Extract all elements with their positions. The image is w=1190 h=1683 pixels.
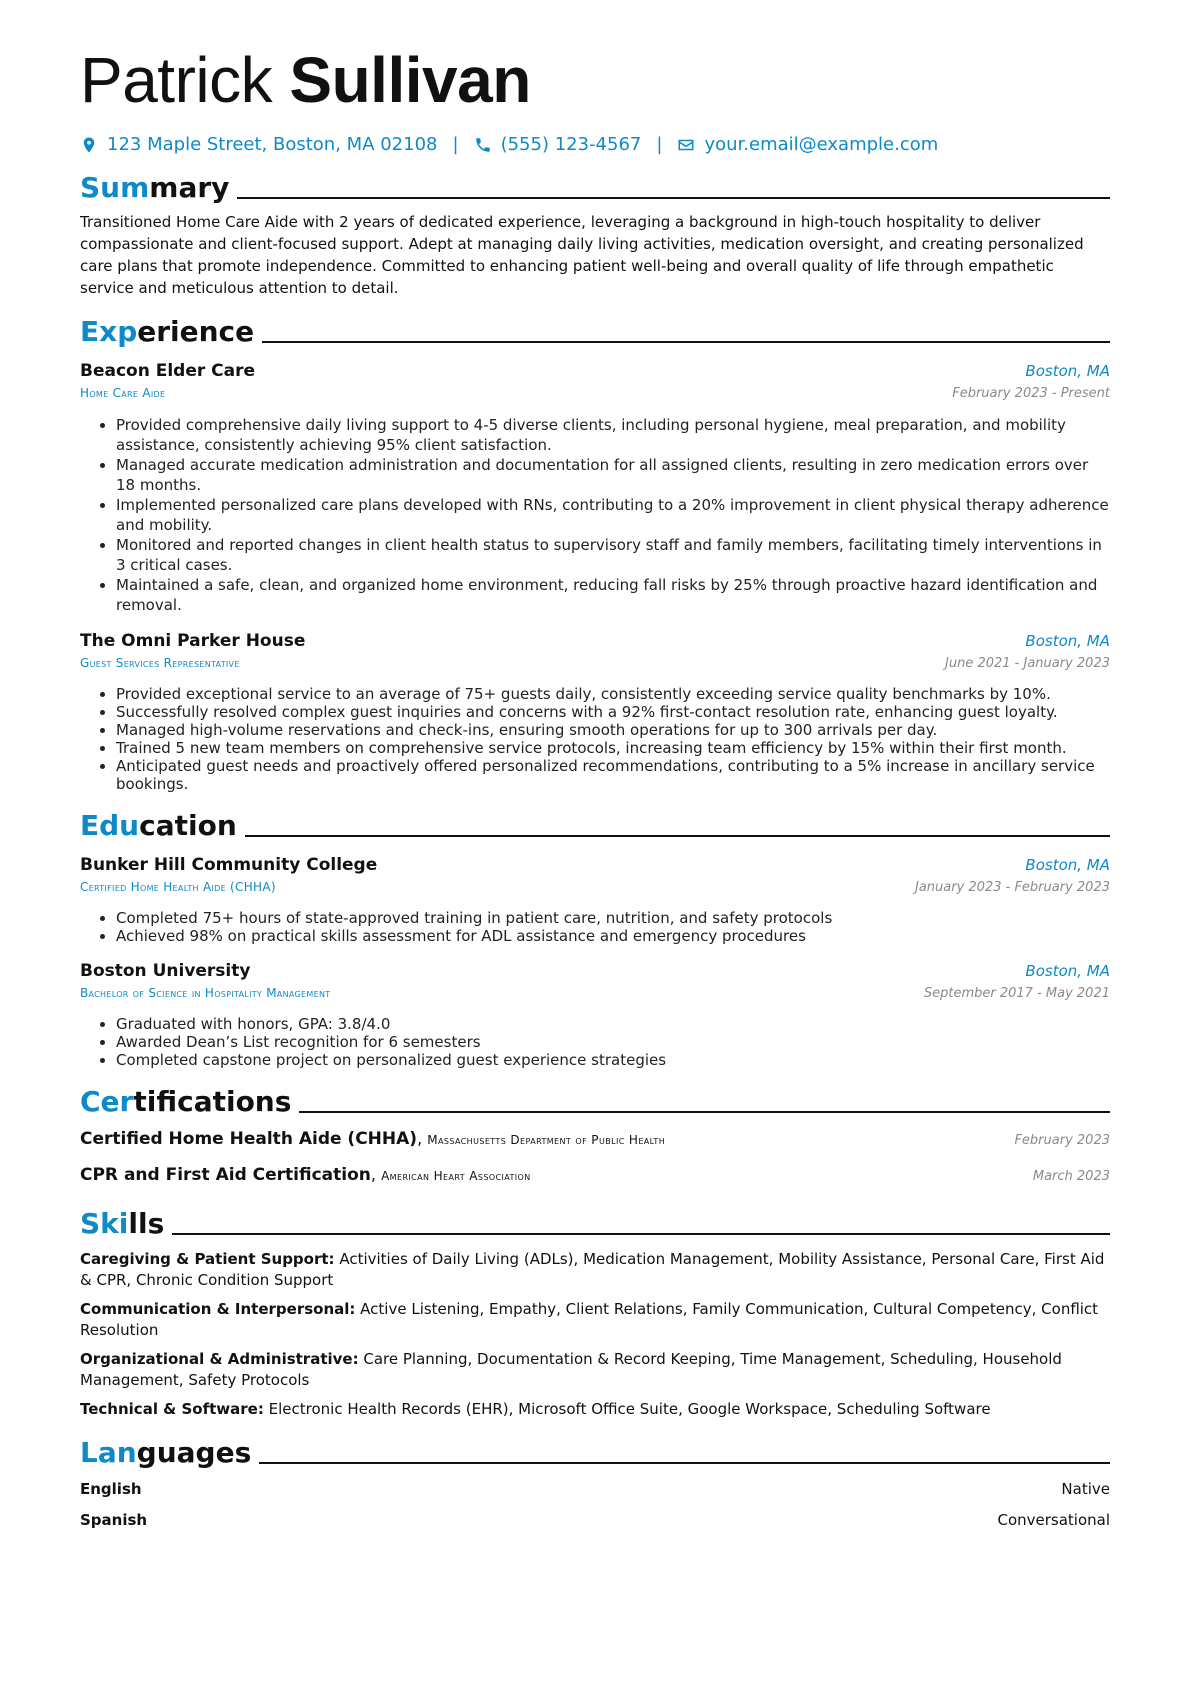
education-entry [80, 959, 1110, 1069]
language-item [80, 1478, 1110, 1501]
bullet-item: • Anticipated guest needs and proactively offered personalized recommendations, contributing to a 5% increase in ancillary service bookings. [116, 757, 1110, 793]
bullet-item: • Achieved 98% on practical skills assessment for ADL assistance and emergency procedures [116, 927, 1110, 945]
contact-line [80, 134, 1110, 155]
education-bullets [80, 909, 1110, 945]
skills-section [80, 1203, 1110, 1420]
section-header [80, 311, 1110, 349]
envelope-icon [677, 136, 695, 154]
section-rule [237, 197, 1110, 199]
email-item[interactable] [677, 134, 938, 155]
job-entry [80, 359, 1110, 615]
skill-values: Electronic Health Records (EHR), Microsoft Office Suite, Google Workspace, Scheduling Software [268, 1400, 991, 1418]
section-rule [259, 1462, 1110, 1464]
education-bullets [80, 1015, 1110, 1069]
section-rule [172, 1233, 1110, 1235]
skill-label: Technical & Software: [80, 1400, 264, 1418]
section-header [80, 1203, 1110, 1241]
job-title: Guest Services Representative [80, 656, 240, 670]
bullet-item: • Managed accurate medication administration and documentation for all assigned clients, resulting in zero medication errors over 18 months. [116, 455, 1110, 495]
language-name: English [80, 1480, 142, 1498]
experience-heading: Experience [80, 315, 255, 348]
contact-separator: | [656, 134, 663, 155]
summary-section [80, 167, 1110, 299]
certification-item: Certified Home Health Aide (CHHA), Massachusetts Department of Public Health February 2023 [80, 1125, 1110, 1155]
summary-text: Transitioned Home Care Aide with 2 years of dedicated experience, leveraging a background in high-touch hospitality to deliver compassionate and client-focused support. Adept at managing daily living activities, medication oversight, and creating personalized care plans that promote independence. Committed to enhancing patient well-being and overall quality of life through empathetic service and meticulous attention to detail. [80, 213, 1084, 297]
school-location: Boston, MA [1025, 962, 1110, 980]
address-item [80, 134, 438, 155]
employer-name: Beacon Elder Care [80, 361, 256, 381]
language-name: Spanish [80, 1511, 148, 1529]
education-entry [80, 853, 1110, 945]
contact-separator: | [452, 134, 459, 155]
language-item [80, 1509, 1110, 1532]
certifications-section [80, 1081, 1110, 1191]
certification-item: CPR and First Aid Certification, American Heart Association March 2023 [80, 1161, 1110, 1191]
summary-heading: Summary [80, 171, 230, 204]
job-title: Home Care Aide [80, 386, 166, 400]
certification-date: February 2023 [1014, 1133, 1110, 1148]
certification-issuer: American Heart Association [381, 1169, 531, 1183]
phone-text: (555) 123-4567 [500, 134, 642, 155]
phone-icon [474, 136, 492, 154]
education-heading: Education [80, 809, 237, 842]
skill-values: Activities of Daily Living (ADLs), Medication Management, Mobility Assistance, Personal Care, First Aid & CPR, Chronic Condition Support [80, 1250, 1105, 1289]
job-bullets [80, 685, 1110, 793]
language-level: Native [1061, 1480, 1110, 1498]
bullet-item: • Implemented personalized care plans developed with RNs, contributing to a 20% improvement in client physical therapy adherence and mobility. [116, 495, 1110, 535]
map-pin-icon [80, 136, 98, 154]
bullet-item: • Monitored and reported changes in client health status to supervisory staff and family members, facilitating timely interventions in 3 critical cases. [116, 535, 1110, 575]
section-header [80, 167, 1110, 205]
section-header [80, 805, 1110, 843]
skill-group [80, 1349, 1110, 1391]
skill-values: Active Listening, Empathy, Client Relations, Family Communication, Cultural Competency, Conflict Resolution [80, 1300, 1099, 1339]
bullet-item: • Successfully resolved complex guest inquiries and concerns with a 92% first-contact resolution rate, enhancing guest loyalty. [116, 703, 1110, 721]
bullet-item: • Provided exceptional service to an average of 75+ guests daily, consistently exceeding service quality benchmarks by 10%. [116, 685, 1110, 703]
bullet-item: • Managed high-volume reservations and check-ins, ensuring smooth operations for up to 300 arrivals per day. [116, 721, 1110, 739]
section-rule [299, 1111, 1110, 1113]
degree-title: Bachelor of Science in Hospitality Management [80, 986, 331, 1000]
language-level: Conversational [997, 1511, 1110, 1529]
job-location: Boston, MA [1025, 632, 1110, 650]
phone-item[interactable] [474, 134, 642, 155]
school-name: Bunker Hill Community College [80, 855, 378, 875]
skills-heading: Skills [80, 1207, 165, 1240]
certification-name: Certified Home Health Aide (CHHA) [80, 1129, 418, 1149]
school-name: Boston University [80, 961, 251, 981]
job-bullets [80, 415, 1110, 615]
certification-date: March 2023 [1032, 1169, 1110, 1184]
first-name: Patrick [80, 44, 273, 116]
bullet-item: • Trained 5 new team members on comprehensive service protocols, increasing team efficiency by 15% within their first month. [116, 739, 1110, 757]
skill-label: Communication & Interpersonal: [80, 1300, 356, 1318]
certification-name: CPR and First Aid Certification [80, 1165, 371, 1185]
last-name: Sullivan [289, 44, 531, 116]
bullet-item: • Provided comprehensive daily living support to 4-5 diverse clients, including personal hygiene, meal preparation, and mobility assistance, consistently achieving 95% client satisfaction. [116, 415, 1110, 455]
school-location: Boston, MA [1025, 856, 1110, 874]
job-dates: February 2023 - Present [952, 386, 1110, 401]
bullet-item: • Awarded Dean’s List recognition for 6 semesters [116, 1033, 1110, 1051]
email-link: your.email@example.com [704, 134, 939, 155]
bullet-item: • Maintained a safe, clean, and organized home environment, reducing fall risks by 25% through proactive hazard identification and removal. [116, 575, 1110, 615]
skill-group [80, 1299, 1110, 1341]
bullet-item: • Graduated with honors, GPA: 3.8/4.0 [116, 1015, 1110, 1033]
section-header [80, 1432, 1110, 1470]
skill-values: Care Planning, Documentation & Record Keeping, Time Management, Scheduling, Household Management, Safety Protocols [80, 1350, 1062, 1389]
job-location: Boston, MA [1025, 362, 1110, 380]
experience-section [80, 311, 1110, 793]
skill-group [80, 1249, 1110, 1291]
education-section [80, 805, 1110, 1069]
job-dates: June 2021 - January 2023 [945, 656, 1110, 671]
degree-title: Certified Home Health Aide (CHHA) [80, 880, 276, 894]
employer-name: The Omni Parker House [80, 631, 306, 651]
bullet-item: • Completed 75+ hours of state-approved training in patient care, nutrition, and safety protocols [116, 909, 1110, 927]
languages-section [80, 1432, 1110, 1532]
candidate-name [80, 36, 1110, 124]
job-entry [80, 629, 1110, 793]
skill-group [80, 1399, 1110, 1420]
certifications-heading: Certifications [80, 1085, 292, 1118]
certification-issuer: Massachusetts Department of Public Health [427, 1133, 666, 1147]
languages-heading: Languages [80, 1436, 252, 1469]
address-text: 123 Maple Street, Boston, MA 02108 [107, 134, 438, 155]
bullet-item: • Completed capstone project on personalized guest experience strategies [116, 1051, 1110, 1069]
education-dates: September 2017 - May 2021 [923, 986, 1110, 1001]
skill-label: Organizational & Administrative: [80, 1350, 359, 1368]
section-rule [245, 835, 1110, 837]
education-dates: January 2023 - February 2023 [915, 880, 1110, 895]
skill-label: Caregiving & Patient Support: [80, 1250, 335, 1268]
section-header [80, 1081, 1110, 1119]
section-rule [262, 341, 1110, 343]
